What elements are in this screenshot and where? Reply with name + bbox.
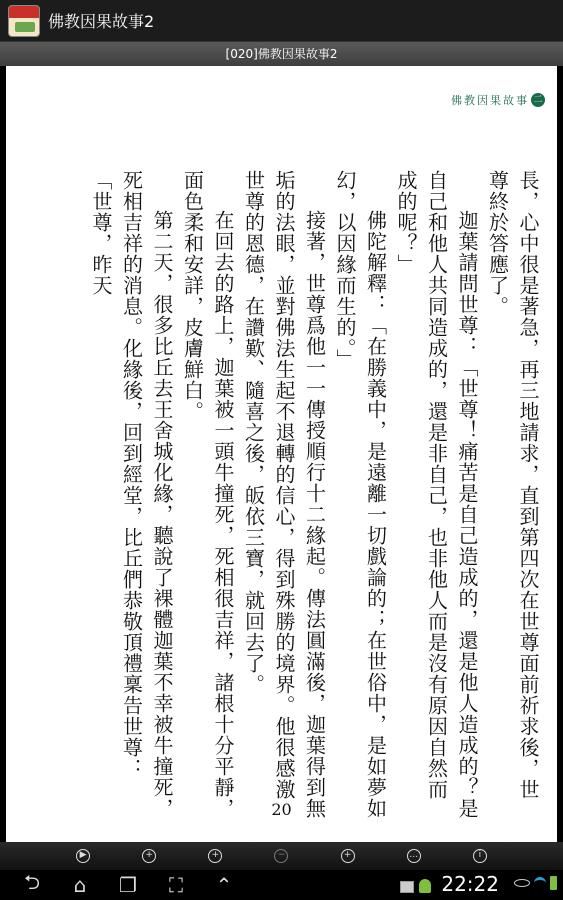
- app-title: 佛教因果故事2: [48, 12, 155, 31]
- back-icon[interactable]: ⮌: [23, 870, 41, 894]
- wifi-icon: [534, 877, 546, 889]
- paragraph: 接著，世尊爲他一一傳授順行十二緣起。傳法圓滿後，迦葉得到無垢的法眼，並對佛法生起不退轉的信心，得到殊勝的境界。他很感激世尊的恩德，在讚歎、隨喜之後，皈依三寶，就回去了。: [241, 170, 327, 819]
- paragraph: 第二天，很多比丘去王舍城化緣，聽說了裸體迦葉不幸被牛撞死，死相吉祥的消息。化緣後，回到經堂，比丘們恭敬頂禮稟告世尊：「世尊，昨天: [89, 170, 174, 819]
- info-icon[interactable]: i: [473, 849, 487, 863]
- paragraph: 在回去的路上，迦葉被一頭牛撞死，死相很吉祥，諸根十分平靜，面色柔和安詳，皮膚鮮白。: [180, 170, 235, 819]
- plus-icon-1[interactable]: +: [142, 849, 156, 863]
- plus-icon-2[interactable]: +: [208, 849, 222, 863]
- clock: 22:22: [441, 872, 499, 896]
- android-notification-icon: [419, 879, 431, 893]
- page-number: 20: [271, 800, 292, 819]
- play-icon[interactable]: ▶: [76, 849, 90, 863]
- ellipsis-icon[interactable]: …: [407, 849, 421, 863]
- book-app-icon[interactable]: [8, 5, 40, 37]
- book-logo-text: 佛教因果故事: [451, 94, 529, 107]
- eye-icon: [514, 879, 530, 887]
- book-logo: [451, 92, 545, 108]
- paragraph: 長，心中很是著急，再三地請求，直到第四次在世尊面前祈求後，世尊終於答應了。: [485, 170, 540, 800]
- paragraph: 佛陀解釋：「在勝義中，是遠離一切戲論的；在世俗中，是如夢如幻，以因緣而生的。」: [333, 170, 388, 819]
- action-bar: [0, 0, 563, 42]
- home-icon[interactable]: ⌂: [73, 873, 87, 897]
- chapter-header: [020]佛教因果故事2: [0, 42, 563, 66]
- minus-icon[interactable]: −: [274, 849, 288, 863]
- image-notification-icon: [400, 881, 414, 893]
- battery-icon: [550, 876, 557, 890]
- recent-apps-icon[interactable]: ❐: [119, 873, 137, 897]
- book-logo-number: 二: [531, 93, 545, 107]
- book-page[interactable]: [6, 66, 557, 842]
- chevron-up-icon[interactable]: ⌃: [215, 873, 233, 897]
- notification-icons: [400, 878, 431, 897]
- status-icons: [514, 876, 557, 890]
- plus-icon-3[interactable]: +: [341, 849, 355, 863]
- paragraph: 迦葉請問世尊：「世尊！痛苦是自己造成的，還是他人造成的？是自己和他人共同造成的，還是非自己，也非他人而是沒有原因自然而成的呢？」: [394, 170, 479, 819]
- reader-toolbar: [0, 842, 563, 870]
- system-nav-bar: [0, 870, 563, 900]
- screenshot-icon[interactable]: ⛶: [169, 873, 183, 897]
- vertical-text-block: [86, 170, 544, 820]
